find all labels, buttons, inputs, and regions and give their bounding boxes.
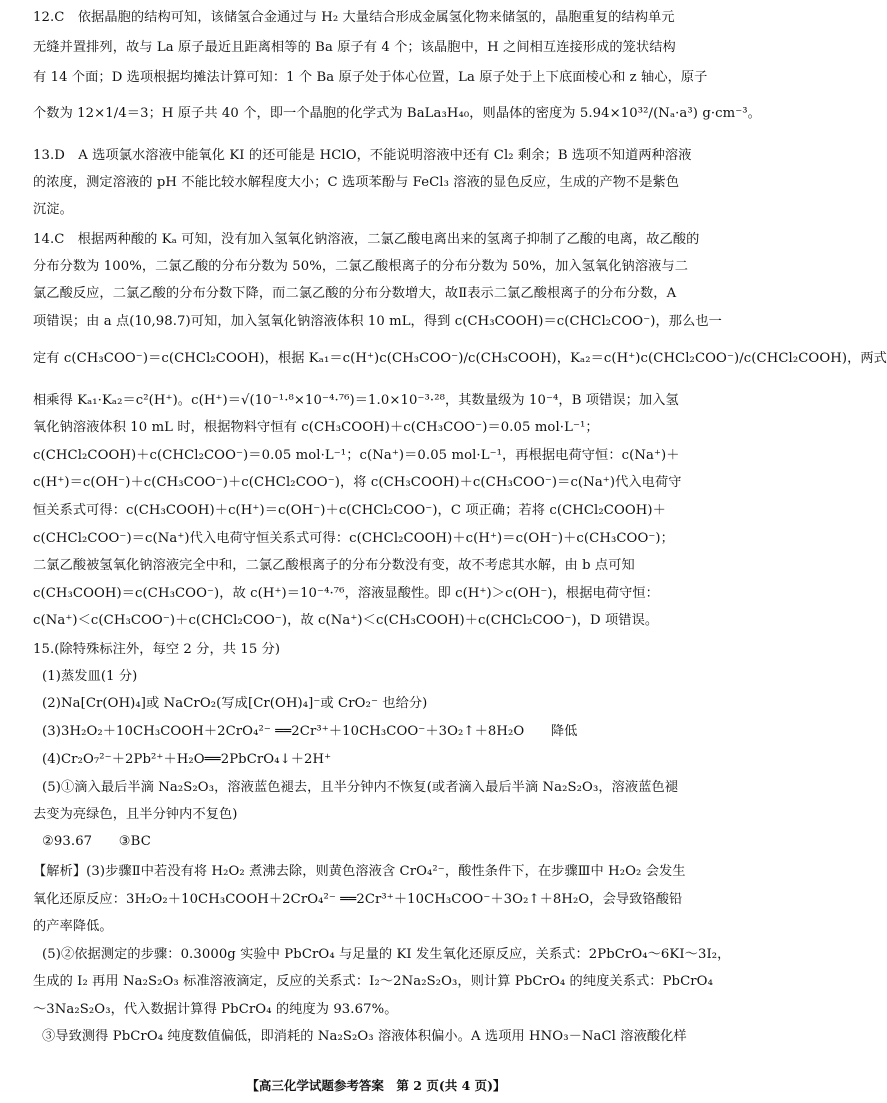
- text-line: 13.D A 选项氯水溶液中能氧化 KI 的还可能是 HClO，不能说明溶液中还有 Cl₂ 剩余；B 选项不知道两种溶液: [33, 148, 692, 163]
- analysis-line: 【解析】(3)步骤Ⅱ中若没有将 H₂O₂ 煮沸去除，则黄色溶液含 CrO₄²⁻，酸性条件下，在步骤Ⅲ中 H₂O₂ 会发生: [33, 864, 686, 879]
- text-line: 氧化还原反应：3H₂O₂＋10CH₃COOH＋2CrO₄²⁻ ══2Cr³⁺＋10CH₃COO⁻＋3O₂↑＋8H₂O，会导致铬酸铅: [33, 892, 683, 907]
- text-line: 分布分数为 100%，二氯乙酸的分布分数为 50%，二氯乙酸根离子的分布分数为 50%，加入氢氧化钠溶液与二: [33, 259, 688, 274]
- text-line: 恒关系式可得：c(CH₃COOH)＋c(H⁺)＝c(OH⁻)＋c(CHCl₂COO⁻)，C 项正确；若将 c(CHCl₂COOH)＋: [33, 503, 666, 518]
- section-heading: 15.(除特殊标注外，每空 2 分，共 15 分): [33, 642, 281, 657]
- text-line: 有 14 个面；D 选项根据均摊法计算可知：1 个 Ba 原子处于体心位置，La 原子处于上下底面棱心和 z 轴心，原子: [33, 70, 708, 85]
- text-line: 定有 c(CH₃COO⁻)＝c(CHCl₂COOH)，根据 Kₐ₁＝c(H⁺)c(CH₃COO⁻)/c(CH₃COOH)，Kₐ₂＝c(H⁺)c(CHCl₂COO⁻)/c(CHCl₂COOH)，两式: [33, 351, 887, 366]
- text-line: c(H⁺)＝c(OH⁻)＋c(CH₃COO⁻)＋c(CHCl₂COO⁻)，将 c(CH₃COOH)＋c(CH₃COO⁻)＝c(Na⁺)代入电荷守: [33, 475, 682, 490]
- text-line: c(CHCl₂COO⁻)＝c(Na⁺)代入电荷守恒关系式可得：c(CHCl₂COOH)＋c(H⁺)＝c(OH⁻)＋c(CH₃COO⁻)；: [33, 531, 674, 546]
- text-line: ③导致测得 PbCrO₄ 纯度数值偏低，即消耗的 Na₂S₂O₃ 溶液体积偏小。A 选项用 HNO₃－NaCl 溶液酸化样: [42, 1029, 687, 1044]
- text-line: ～3Na₂S₂O₃，代入数据计算得 PbCrO₄ 的纯度为 93.67%。: [33, 1002, 398, 1017]
- text-line: 氧化钠溶液体积 10 mL 时，根据物料守恒有 c(CH₃COOH)＋c(CH₃COO⁻)＝0.05 mol·L⁻¹；: [33, 420, 599, 435]
- text-line: ②93.67 ③BC: [42, 834, 151, 849]
- text-line: 相乘得 Kₐ₁·Kₐ₂＝c²(H⁺)。c(H⁺)＝√(10⁻¹·⁸×10⁻⁴·⁷⁶)＝1.0×10⁻³·²⁸，其数量级为 10⁻⁴，B 项错误；加入氢: [33, 393, 679, 408]
- text-line: 氯乙酸反应，二氯乙酸的分布分数下降，而二氯乙酸的分布分数增大，故Ⅱ表示二氯乙酸根离子的分布分数，A: [33, 286, 677, 301]
- text-line: 12.C 依据晶胞的结构可知，该储氢合金通过与 H₂ 大量结合形成金属氢化物来储氢的，晶胞重复的结构单元: [33, 10, 675, 25]
- text-line: 的浓度，测定溶液的 pH 不能比较水解程度大小；C 选项苯酚与 FeCl₃ 溶液的显色反应，生成的产物不是紫色: [33, 175, 680, 190]
- page-footer: 【高三化学试题参考答案 第 2 页(共 4 页)】: [246, 1078, 506, 1093]
- text-line: c(CHCl₂COOH)＋c(CHCl₂COO⁻)＝0.05 mol·L⁻¹；c(Na⁺)＝0.05 mol·L⁻¹，再根据电荷守恒：c(Na⁺)＋: [33, 448, 680, 463]
- text-line: 14.C 根据两种酸的 Kₐ 可知，没有加入氢氧化钠溶液，二氯乙酸电离出来的氢离子抑制了乙酸的电离，故乙酸的: [33, 232, 700, 247]
- text-line: (5)②依据测定的步骤：0.3000g 实验中 PbCrO₄ 与足量的 KI 发生氧化还原反应，关系式：2PbCrO₄～6KI～3I₂，: [42, 947, 731, 962]
- text-line: 项错误；由 a 点(10,98.7)可知，加入氢氧化钠溶液体积 10 mL，得到 c(CH₃COOH)＝c(CHCl₂COO⁻)，那么也一: [33, 314, 722, 329]
- text-line: c(Na⁺)＜c(CH₃COO⁻)＋c(CHCl₂COO⁻)，故 c(Na⁺)＜c(CH₃COOH)＋c(CHCl₂COO⁻)，D 项错误。: [33, 613, 659, 628]
- text-line: 无缝并置排列，故与 La 原子最近且距离相等的 Ba 原子有 4 个；该晶胞中，H 之间相互连接形成的笼状结构: [33, 40, 676, 55]
- text-line: 二氯乙酸被氢氧化钠溶液完全中和，二氯乙酸根离子的分布分数没有变，故不考虑其水解，由 b 点可知: [33, 558, 635, 573]
- text-line: (3)3H₂O₂＋10CH₃COOH＋2CrO₄²⁻ ══2Cr³⁺＋10CH₃COO⁻＋3O₂↑＋8H₂O 降低: [42, 724, 578, 739]
- text-line: (4)Cr₂O₇²⁻＋2Pb²⁺＋H₂O══2PbCrO₄↓＋2H⁺: [42, 752, 332, 767]
- text-line: (2)Na[Cr(OH)₄]或 NaCrO₂(写成[Cr(OH)₄]⁻或 CrO₂⁻ 也给分): [42, 696, 428, 711]
- text-line: c(CH₃COOH)＝c(CH₃COO⁻)，故 c(H⁺)＝10⁻⁴·⁷⁶，溶液显酸性。即 c(H⁺)＞c(OH⁻)，根据电荷守恒：: [33, 586, 659, 601]
- text-line: (5)①滴入最后半滴 Na₂S₂O₃，溶液蓝色褪去，且半分钟内不恢复(或者滴入最后半滴 Na₂S₂O₃，溶液蓝色褪: [42, 780, 679, 795]
- text-line: 沉淀。: [33, 202, 73, 217]
- text-line: 个数为 12×1/4＝3；H 原子共 40 个，即一个晶胞的化学式为 BaLa₃H₄₀，则晶体的密度为 5.94×10³²/(Nₐ·a³) g·cm⁻³。: [33, 106, 761, 121]
- text-line: 生成的 I₂ 再用 Na₂S₂O₃ 标准溶液滴定，反应的关系式：I₂～2Na₂S₂O₃，则计算 PbCrO₄ 的纯度关系式：PbCrO₄: [33, 974, 713, 989]
- text-line: 的产率降低。: [33, 919, 113, 934]
- text-line: (1)蒸发皿(1 分): [42, 669, 138, 684]
- text-line: 去变为亮绿色，且半分钟内不复色): [33, 807, 238, 822]
